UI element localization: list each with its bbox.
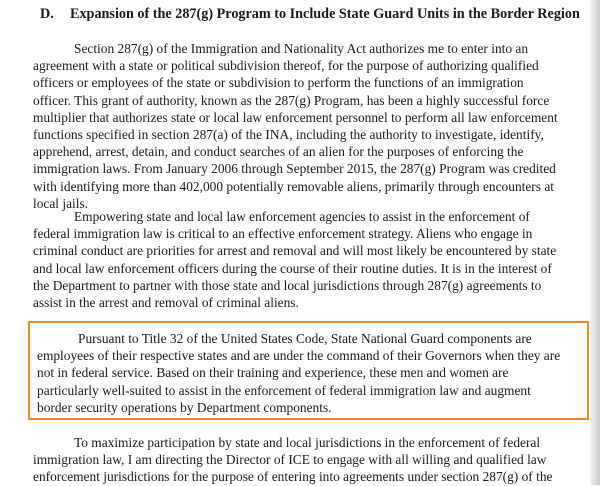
text-line: enforcement jurisdictions for the purpose of entering into agreements under section 287(g) of the bbox=[33, 469, 553, 485]
text-line: the Department to partner with those state and local jurisdictions through 287(g) agreements to bbox=[33, 277, 542, 293]
text-line: Section 287(g) of the Immigration and Nationality Act authorizes me to enter into an bbox=[74, 41, 529, 56]
text-line: apprehend, arrest, detain, and conduct searches of an alien for the purposes of enforcing the bbox=[33, 144, 524, 160]
section-heading bbox=[40, 6, 600, 23]
text-line: immigration laws. From January 2006 through September 2015, the 287(g) Program was credited bbox=[33, 161, 556, 177]
paragraph-287g-authority bbox=[33, 40, 558, 212]
text-line: officers or employees of the state or subdivision to perform the functions of an immigration bbox=[33, 75, 524, 91]
text-line: officer. This grant of authority, known as the 287(g) Program, has been a highly successful force bbox=[33, 92, 550, 108]
text-line: and local law enforcement officers during the course of their routine duties. It is in the interest of bbox=[33, 260, 552, 276]
text-line: assist in the arrest and removal of criminal aliens. bbox=[33, 295, 299, 311]
text-line: criminal conduct are priorities for arrest and removal and will most likely be encountered by state bbox=[33, 243, 557, 259]
paragraph-national-guard bbox=[37, 330, 560, 416]
text-line: Pursuant to Title 32 of the United States Code, State National Guard components are bbox=[78, 331, 532, 346]
text-line: employees of their respective states and are under the command of their Governors when they are bbox=[37, 348, 561, 364]
page-edge-shadow bbox=[590, 0, 600, 485]
text-line: not in federal service. Based on their training and experience, these men and women are bbox=[37, 365, 509, 381]
text-line: To maximize participation by state and local jurisdictions in the enforcement of federal bbox=[74, 435, 541, 450]
text-line: functions specified in section 287(a) of the INA, including the authority to investigate, identify, bbox=[33, 127, 544, 143]
text-line: border security operations by Department components. bbox=[37, 399, 332, 415]
section-letter: D. bbox=[40, 6, 54, 22]
text-line: federal immigration law is critical to an effective enforcement strategy. Aliens who engage in bbox=[33, 226, 533, 242]
text-line: local jails. bbox=[33, 195, 89, 211]
text-line: immigration law, I am directing the Director of ICE to engage with all willing and qualified law bbox=[33, 452, 547, 468]
text-line: agreement with a state or political subdivision thereof, for the purpose of authorizing qualified bbox=[33, 58, 539, 74]
text-line: multiplier that authorizes state or local law enforcement personnel to perform all law enforcement bbox=[33, 109, 558, 125]
paragraph-maximize-participation bbox=[33, 434, 552, 486]
paragraph-empowering-agencies bbox=[33, 208, 556, 311]
text-line: particularly well-suited to assist in the enforcement of federal immigration law and augment bbox=[37, 382, 531, 398]
text-line: Empowering state and local law enforcement agencies to assist in the enforcement of bbox=[74, 209, 530, 224]
text-line: with identifying more than 402,000 potentially removable aliens, primarily through encounters at bbox=[33, 178, 554, 194]
section-title: Expansion of the 287(g) Program to Include State Guard Units in the Border Region bbox=[70, 6, 580, 22]
